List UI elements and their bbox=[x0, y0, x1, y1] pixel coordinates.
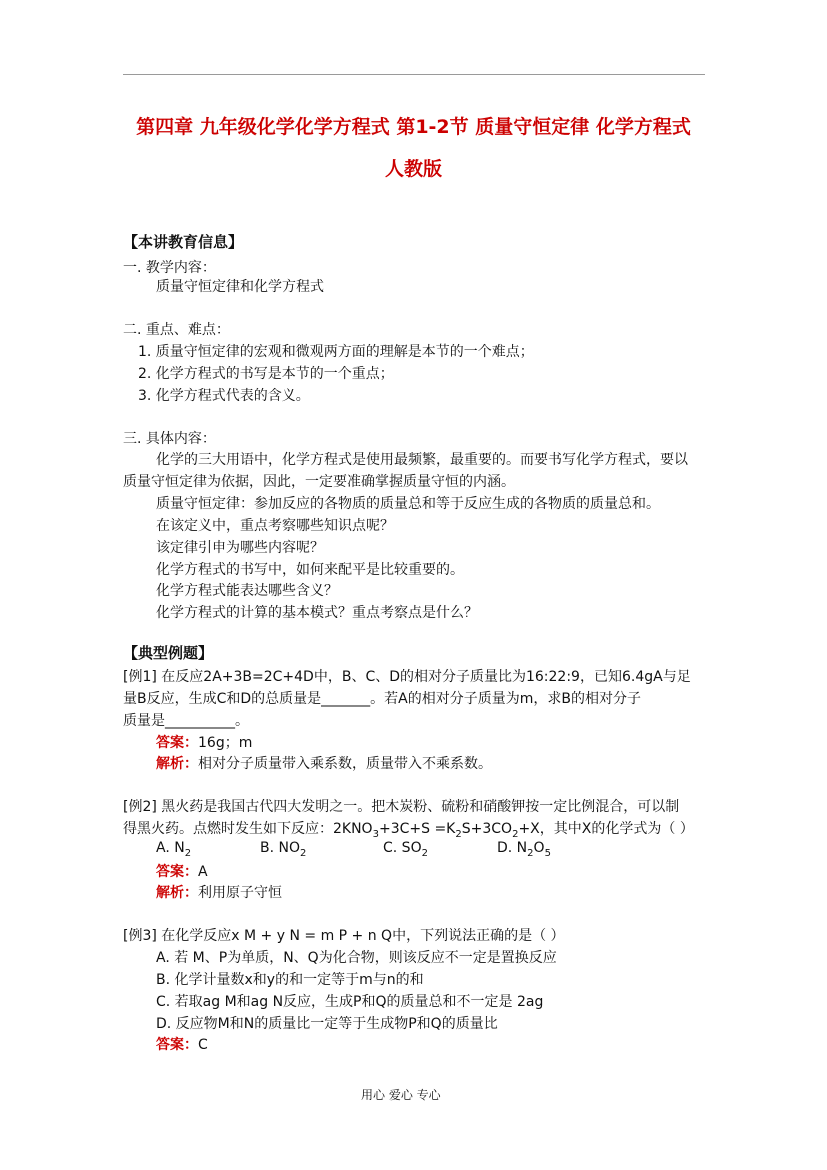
example1-analysis bbox=[156, 753, 492, 773]
analysis-text: 相对分子质量带入乘系数，质量带入不乘系数。 bbox=[198, 756, 492, 772]
example2-line-equation: 得黑火药。点燃时发生如下反应：$2KNO_3+3C+S =K_2S+3CO_2+X$，其中X的化学式为（ ） bbox=[123, 821, 694, 840]
example1-answer bbox=[156, 732, 252, 752]
example3-option: A. 若 M、P为单质，N、Q为化合物，则该反应不一定是置换反应 bbox=[156, 950, 557, 966]
section-heading-examples: 【典型例题】 bbox=[123, 644, 214, 662]
example2-option-d: D. $N_2O_5$ bbox=[497, 840, 551, 859]
section-heading-info: 【本讲教育信息】 bbox=[123, 233, 244, 251]
analysis-label: 解析： bbox=[156, 756, 198, 772]
example2-answer bbox=[156, 861, 208, 881]
key-point-item: 2. 化学方程式的书写是本节的一个重点； bbox=[138, 366, 394, 382]
answer-label: 答案： bbox=[156, 735, 198, 751]
content-line: 化学方程式的计算的基本模式？重点考察点是什么？ bbox=[156, 605, 478, 621]
answer-label: 答案： bbox=[156, 864, 198, 880]
content-line: 质量守恒定律：参加反应的各物质的质量总和等于反应生成的各物质的质量总和。 bbox=[156, 496, 660, 512]
teaching-content-text: 质量守恒定律和化学方程式 bbox=[156, 279, 324, 295]
content-line: 在该定义中，重点考察哪些知识点呢？ bbox=[156, 518, 394, 534]
analysis-label: 解析： bbox=[156, 885, 198, 901]
page-footer: 用心 爱心 专心 bbox=[361, 1088, 441, 1102]
example1-line: 质量是__________。 bbox=[123, 713, 249, 729]
answer-text: C bbox=[198, 1037, 208, 1053]
page-title: 第四章 九年级化学化学方程式 第1-2节 质量守恒定律 化学方程式 bbox=[136, 116, 691, 138]
key-point-item: 1. 质量守恒定律的宏观和微观两方面的理解是本节的一个难点； bbox=[138, 344, 534, 360]
heading-teaching-content: 一. 教学内容： bbox=[123, 260, 216, 276]
answer-text: A bbox=[198, 864, 208, 880]
example3-option: C. 若取ag M和ag N反应，生成P和Q的质量总和不一定是 2ag bbox=[156, 994, 544, 1010]
example3-option: B. 化学计量数x和y的和一定等于m与n的和 bbox=[156, 972, 424, 988]
heading-specific-content: 三. 具体内容： bbox=[123, 431, 216, 447]
page-subtitle: 人教版 bbox=[384, 158, 442, 180]
example3-line: [例3] 在化学反应x M + y N = m P + n Q中，下列说法正确的是（ ） bbox=[123, 928, 565, 944]
content-line: 化学方程式的书写中，如何来配平是比较重要的。 bbox=[156, 562, 464, 578]
example2-analysis bbox=[156, 882, 282, 902]
answer-text: 16g；m bbox=[198, 735, 253, 751]
heading-key-points: 二. 重点、难点： bbox=[123, 322, 230, 338]
example2-option-a: A. $N_2$ bbox=[156, 840, 192, 859]
example3-answer bbox=[156, 1034, 208, 1054]
header-rule bbox=[123, 74, 705, 75]
example2-option-c: C. $SO_2$ bbox=[383, 840, 428, 859]
content-line: 质量守恒定律为依据，因此，一定要准确掌握质量守恒的内涵。 bbox=[123, 474, 515, 490]
content-line: 化学的三大用语中，化学方程式是使用最频繁，最重要的。而要书写化学方程式，要以 bbox=[156, 452, 688, 468]
example3-option: D. 反应物M和N的质量比一定等于生成物P和Q的质量比 bbox=[156, 1016, 498, 1032]
example2-option-b: B. $NO_2$ bbox=[260, 840, 307, 859]
content-line: 该定律引申为哪些内容呢？ bbox=[156, 540, 324, 556]
example1-line: [例1] 在反应2A+3B=2C+4D中，B、C、D的相对分子质量比为16:22:9，已知6.4gA与足 bbox=[123, 669, 691, 685]
analysis-text: 利用原子守恒 bbox=[198, 885, 282, 901]
example2-line: [例2] 黑火药是我国古代四大发明之一。把木炭粉、硫粉和硝酸钾按一定比例混合，可以制 bbox=[123, 799, 680, 815]
content-line: 化学方程式能表达哪些含义？ bbox=[156, 583, 338, 599]
key-point-item: 3. 化学方程式代表的含义。 bbox=[138, 388, 310, 404]
answer-label: 答案： bbox=[156, 1037, 198, 1053]
example1-line: 量B反应，生成C和D的总质量是_______。若A的相对分子质量为m，求B的相对分子 bbox=[123, 691, 641, 707]
